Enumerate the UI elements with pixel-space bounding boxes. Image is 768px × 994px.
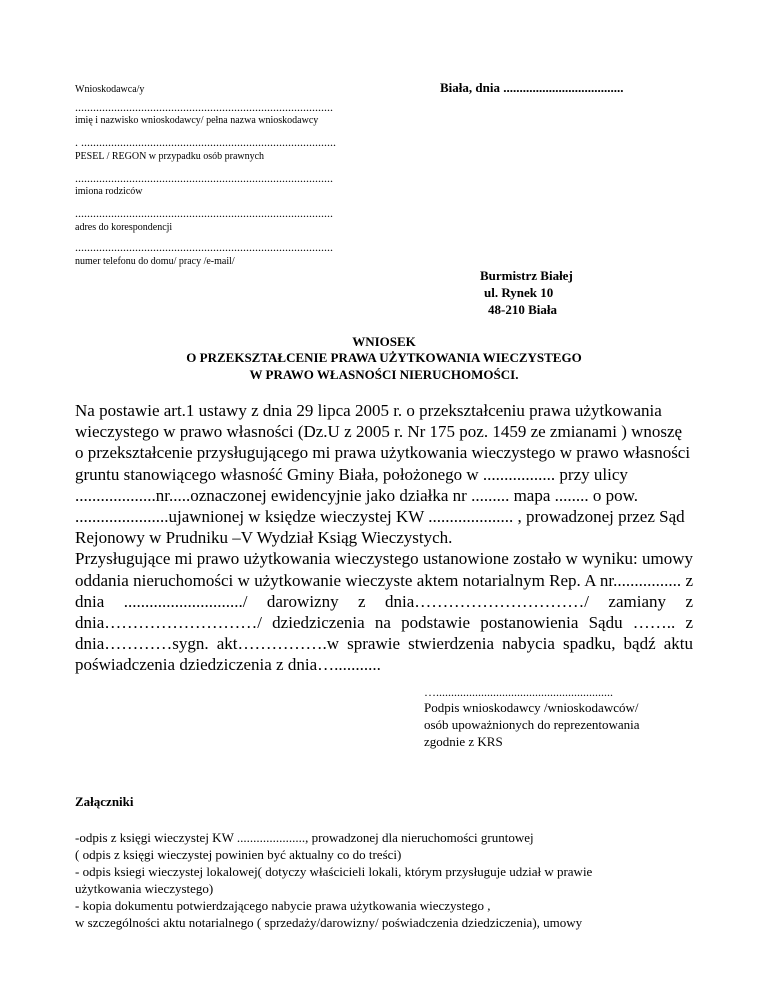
- body-paragraph-1: Na postawie art.1 ustawy z dnia 29 lipca 2005 r. o przekształceniu prawa użytkowania wieczystego w prawo własności (Dz.U z 2005 r. Nr 175 poz. 1459 ze zmianami ) wnoszę o przekształcenie przysługującego mi prawa użytkowania wieczystego w prawo własności gruntu stanowiącego własność Gminy Biała, położonego w ................. przy ulicy ...................nr.....oznaczonej ewidencyjnie jako działka nr ......... mapa ........ o pow. ......................ujawnionej w księdze wieczystej KW .................... , prowadzonej przez Sąd Rejonowy w Prudniku –V Wydział Ksiąg Wieczystych.: [75, 401, 691, 548]
- signature-dots[interactable]: …...........................................................: [424, 685, 613, 699]
- title-line-2: O PRZEKSZTAŁCENIE PRAWA UŻYTKOWANIA WIECZYSTEGO: [186, 350, 582, 365]
- attachments-list: [75, 829, 705, 931]
- attachment-line: - odpis ksiegi wieczystej lokalowej( dotyczy właścicieli lokali, którym przysługuje udział w prawie: [75, 864, 593, 879]
- recipient-line-1: Burmistrz Białej: [480, 268, 573, 283]
- field-label-address: adres do korespondencji: [75, 222, 173, 233]
- attachment-line: w szczególności aktu notarialnego ( sprzedaży/darowizny/ poświadczenia dziedziczenia), umowy: [75, 915, 583, 930]
- field-dots-name[interactable]: ......................................................................................: [75, 100, 333, 114]
- attachment-line: ( odpis z księgi wieczystej powinien być aktualny co do treści): [75, 847, 402, 862]
- recipient-line-3: 48-210 Biała: [488, 302, 557, 317]
- field-dots-pesel[interactable]: . .....................................................................................: [75, 135, 336, 149]
- attachment-line: -odpis z księgi wieczystej KW ....................., prowadzonej dla nieruchomości gruntowej: [75, 830, 534, 845]
- signature-line-2: osób upoważnionych do reprezentowania: [424, 717, 640, 732]
- title-line-1: WNIOSEK: [352, 334, 416, 349]
- recipient-line-2: ul. Rynek 10: [484, 285, 554, 300]
- field-label-parents: imiona rodziców: [75, 186, 143, 197]
- title-line-3: W PRAWO WŁASNOŚCI NIERUCHOMOŚCI.: [249, 367, 519, 382]
- attachment-line: użytkowania wieczystego): [75, 881, 214, 896]
- attachment-line: - kopia dokumentu potwierdzającego nabycie prawa użytkowania wieczystego ,: [75, 898, 491, 913]
- body-text: [75, 400, 693, 676]
- field-label-pesel: PESEL / REGON w przypadku osób prawnych: [75, 151, 265, 162]
- place-date: Biała, dnia .....................................: [440, 80, 624, 95]
- field-dots-parents[interactable]: ......................................................................................: [75, 171, 333, 185]
- field-dots-address[interactable]: ......................................................................................: [75, 206, 333, 220]
- field-label-name: imię i nazwisko wnioskodawcy/ pełna nazwa wnioskodawcy: [75, 115, 319, 126]
- attachments-heading: Załączniki: [75, 794, 134, 809]
- applicant-label: Wnioskodawca/y: [75, 84, 145, 95]
- field-dots-phone[interactable]: ......................................................................................: [75, 240, 333, 254]
- signature-line-3: zgodnie z KRS: [424, 734, 503, 749]
- body-paragraph-2: Przysługujące mi prawo użytkowania wieczystego ustanowione zostało w wyniku: umowy oddania nieruchomości w użytkowanie wieczyste aktem notarialnym Rep. A nr................ z dnia ............................/ darowizny z dnia…………………………/ zamiany z dnia………………………/ dziedziczenia na podstawie postanowienia Sądu …….. z dnia…………sygn. akt…………….w sprawie stwierdzenia nabycia spadku, bądź aktu poświadczenia dziedziczenia z dnia…...........: [75, 549, 694, 675]
- field-label-phone: numer telefonu do domu/ pracy /e-mail/: [75, 256, 235, 267]
- signature-line-1: Podpis wnioskodawcy /wnioskodawców/: [424, 700, 639, 715]
